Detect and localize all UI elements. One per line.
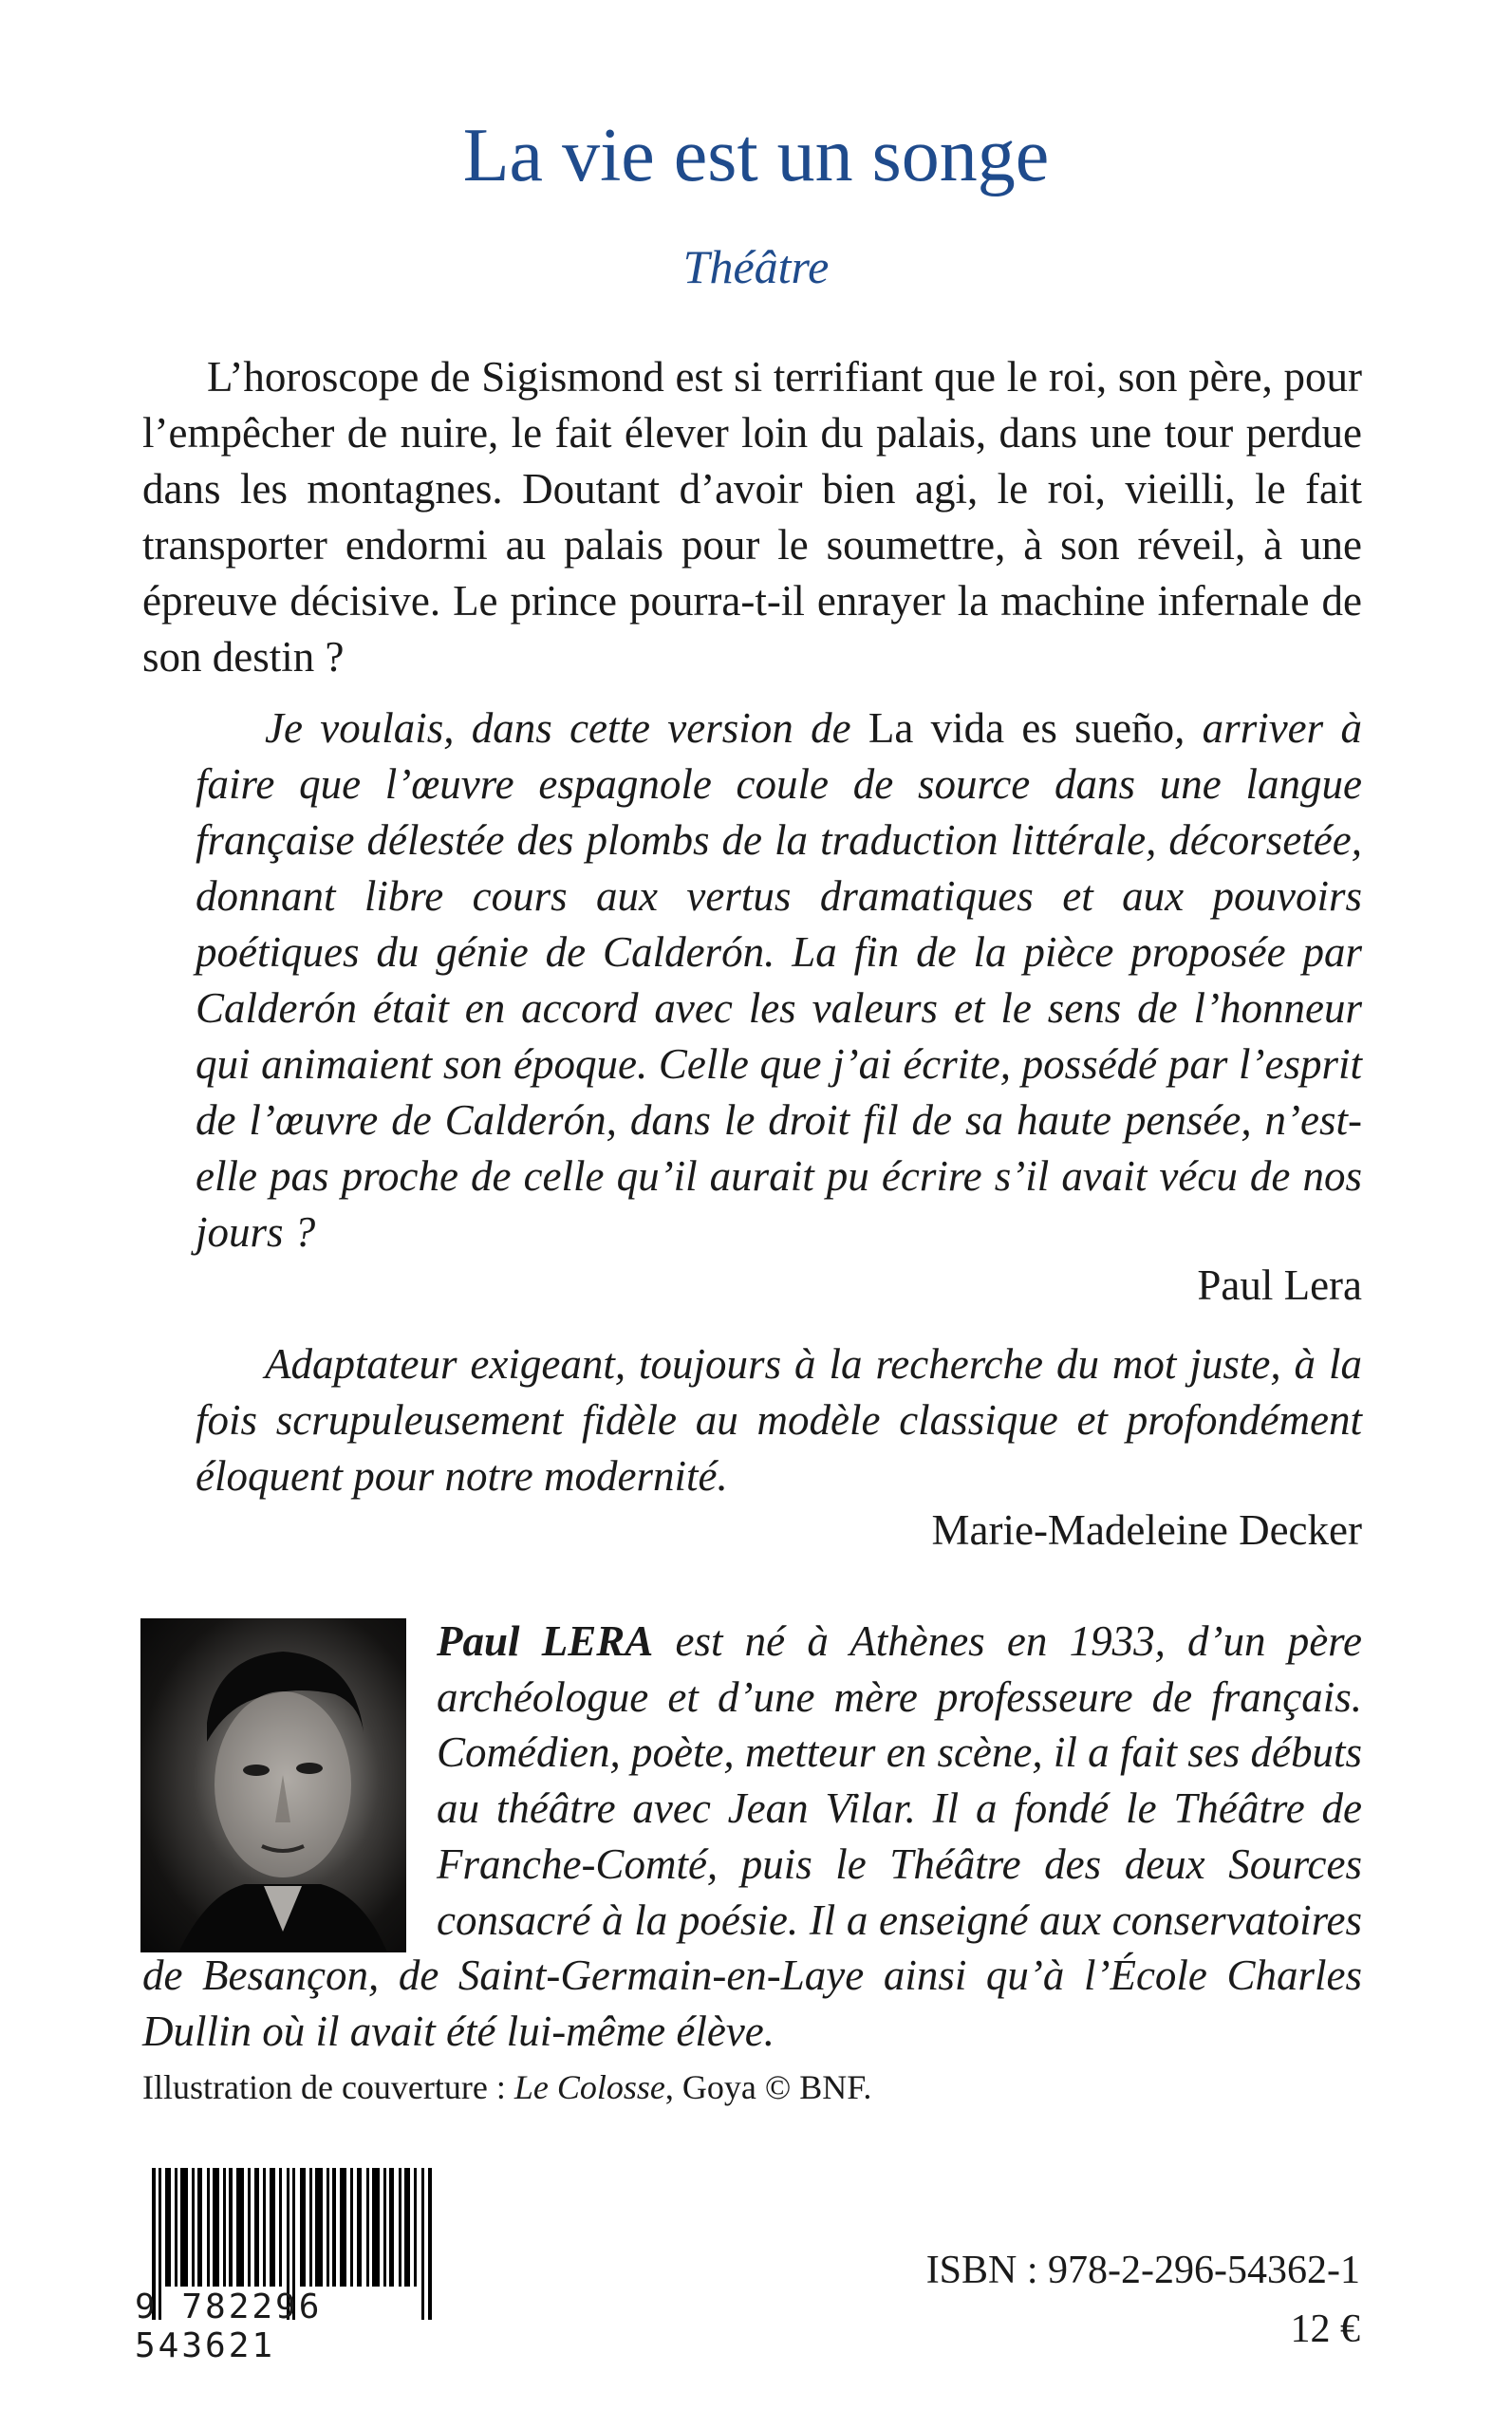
quote-text-before: Je voulais, dans cette version de xyxy=(265,704,868,752)
author-bio xyxy=(142,1614,1362,2060)
illustration-credit xyxy=(142,2067,871,2107)
bio-text: est né à Athènes en 1933, d’un père archéologue et d’une mère professeure de français. Comédien, poète, metteur en scène, il a fait ses débuts au théâtre avec Jean Vilar. Il a fondé le Théâtre de Franche-Comté, puis le Théâtre des deux Sources consacré à la poésie. Il a enseigné aux conservatoires de Besançon, de Saint-Germain-en-Laye ainsi qu’à l’École Charles Dullin où il avait été lui-même élève. xyxy=(142,1617,1362,2055)
price: 12 € xyxy=(1290,2307,1360,2351)
credit-work: Le Colosse xyxy=(513,2068,665,2106)
quote-signature: Paul Lera xyxy=(1197,1261,1362,1309)
credit-suffix: , Goya © BNF. xyxy=(664,2068,872,2106)
barcode-digits: 9 782296 543621 xyxy=(135,2288,323,2365)
author-quote xyxy=(196,700,1362,1261)
quote-work-title: La vida es sueño xyxy=(868,704,1175,752)
quote-text-after: , arriver à faire que l’œuvre espagnole coule de source dans une langue française délestée des plombs de la traduction littérale, décorsetée, donnant libre cours aux vertus dramatiques et aux pouvoirs poétiques du génie de Calderón. La fin de la pièce proposée par Calderón était en accord avec les valeurs et le sens de l’honneur qui animaient son époque. Celle que j’ai écrite, possédé par l’esprit de l’œuvre de Calderón, dans le droit fil de sa haute pensée, n’est-elle pas proche de celle qu’il aurait pu écrire s’il avait vécu de nos jours ? xyxy=(196,704,1362,1256)
credit-prefix: Illustration de couverture : xyxy=(142,2068,514,2106)
summary-paragraph: L’horoscope de Sigismond est si terrifiant que le roi, son père, pour l’empêcher de nuire, le fait élever loin du palais, dans une tour perdue dans les montagnes. Doutant d’avoir bien agi, le roi, vieilli, le fait transporter endormi au palais pour le soumettre, à son réveil, à une épreuve décisive. Le prince pourra-t-il enrayer la machine infernale de son destin ? xyxy=(142,353,1362,681)
book-title: La vie est un songe xyxy=(462,114,1050,197)
bio-author-name: Paul LERA xyxy=(437,1617,654,1665)
critic-quote: Adaptateur exigeant, toujours à la recherche du mot juste, à la fois scrupuleusement fidèle au modèle classique et profondément éloquent pour notre modernité. xyxy=(196,1340,1362,1500)
book-subtitle: Théâtre xyxy=(682,240,830,293)
critic-signature: Marie-Madeleine Decker xyxy=(931,1506,1362,1554)
photo-spacer xyxy=(142,1614,437,1944)
isbn: ISBN : 978-2-296-54362-1 xyxy=(925,2249,1360,2292)
